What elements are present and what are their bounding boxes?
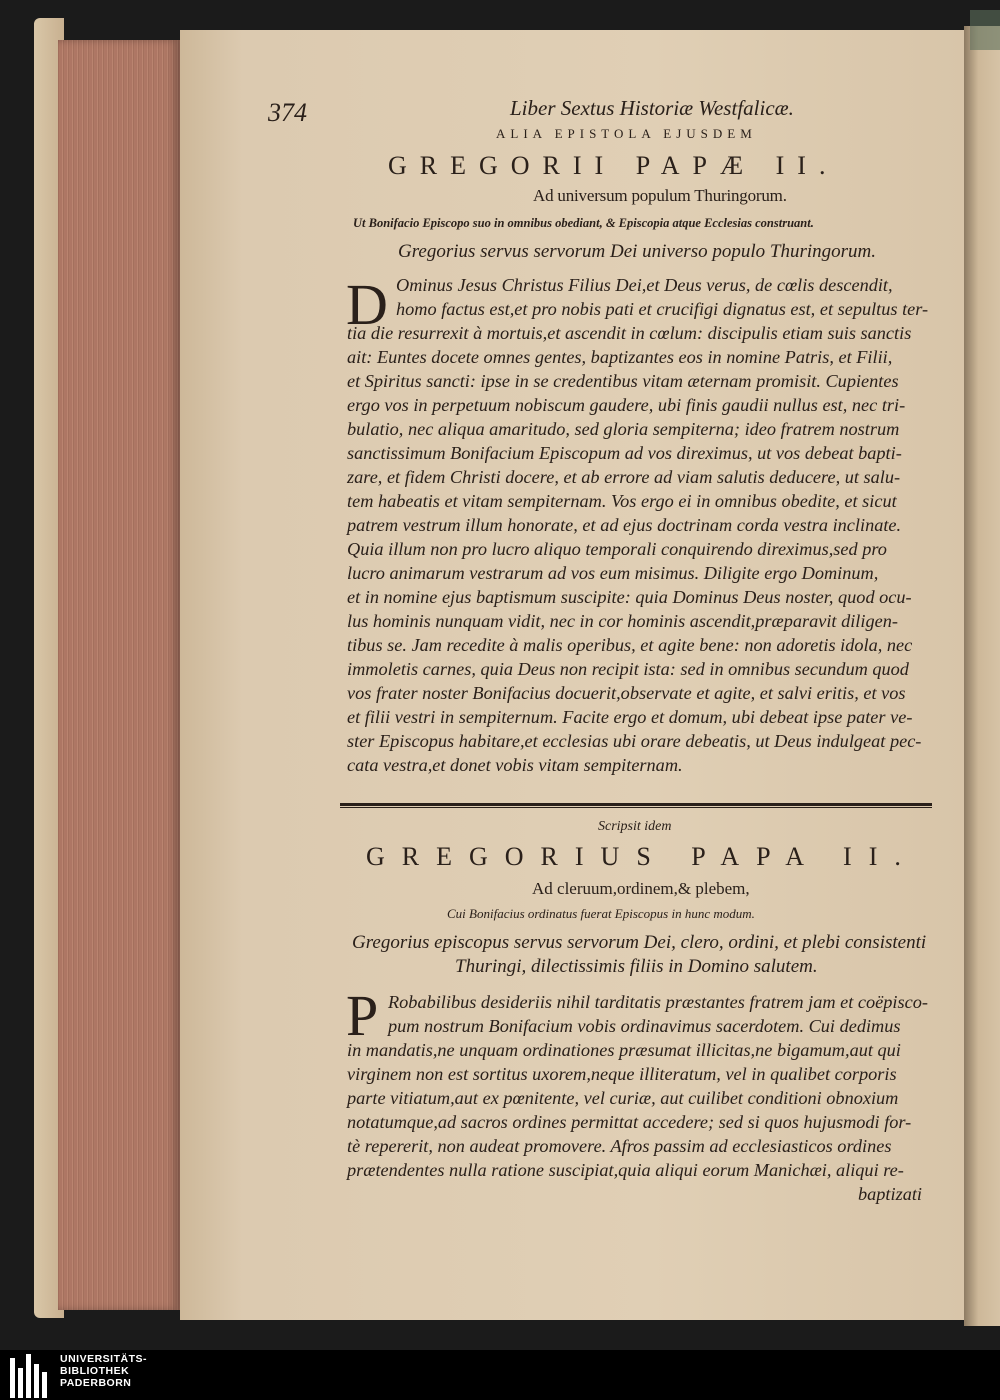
text-line: vos frater noster Bonifacius docuerit,observate et agite, et salvi eritis, et vos (347, 683, 906, 703)
text-line: lucro animarum vestrarum ad vos eum misimus. Diligite ergo Dominum, (347, 563, 879, 583)
letter-address: Ad universum populum Thuringorum. (533, 186, 787, 205)
facing-page-edge (964, 26, 1000, 1326)
section-divider (340, 803, 932, 806)
text-line: Quia illum non pro lucro aliquo temporali conquirendo direximus,sed pro (347, 539, 887, 559)
running-title: Liber Sextus Historiæ Westfalicæ. (510, 96, 794, 120)
text-line: virginem non est sortitus uxorem,neque illiteratum, vel in qualibet corporis (347, 1064, 897, 1084)
color-strip (970, 10, 1000, 50)
text-line: ait: Euntes docete omnes gentes, baptizantes eos in nomine Patris, et Filii, (347, 347, 893, 367)
subheading: ALIA EPISTOLA EJUSDEM (496, 126, 757, 141)
text-line: tem habeatis et vitam sempiternam. Vos ergo ei in omnibus obedite, et sicut (347, 491, 897, 511)
text-line: ster Episcopus habitare,et ecclesias ubi orare debeatis, ut Deus indulgeat pec- (347, 731, 922, 751)
text-line: zare, et fidem Christi docere, et ab errore ad viam salutis deducere, ut salu- (347, 467, 901, 487)
library-name (60, 1353, 147, 1389)
letter2-argument: Cui Bonifacius ordinatus fuerat Episcopus in hunc modum. (447, 906, 755, 921)
text-line: et filii vestri in sempiternum. Facite ergo et domum, ubi debeat ipse pater ve- (347, 707, 913, 727)
page-edges (58, 40, 180, 1310)
letter2-title: GREGORIUS PAPA II. (366, 842, 918, 871)
footer-bar (0, 1350, 1000, 1400)
letter-title: GREGORII PAPÆ II. (388, 151, 839, 180)
text-line: tia die resurrexit à mortuis,et ascendit in cœlum: discipulis etiam suis sanctis (347, 323, 912, 343)
scripsit-label: Scripsit idem (598, 819, 672, 834)
text-line: notatumque,ad sacros ordines permittat accedere; sed si quos hujusmodi for- (347, 1112, 912, 1132)
drop-cap: D (346, 272, 388, 337)
letter2-salutation-line: Gregorius episcopus servus servorum Dei, clero, ordini, et plebi consistenti (352, 932, 927, 953)
library-name-line: UNIVERSITÄTS- (60, 1353, 148, 1365)
text-line: et in nomine ejus baptismum suscipite: quia Dominus Deus noster, quod ocu- (347, 587, 912, 607)
library-name-line: PADERBORN (60, 1377, 132, 1389)
text-line: patrem vestrum illum honorate, et ad ejus doctrinam corda vestra inclinate. (347, 515, 902, 535)
section-divider-thin (340, 807, 932, 808)
page-number: 374 (268, 98, 307, 127)
library-name-line: BIBLIOTHEK (60, 1365, 130, 1377)
letter2-salutation-line: Thuringi, dilectissimis filiis in Domino salutem. (455, 956, 818, 977)
drop-cap-2: P (346, 983, 379, 1048)
catchword: baptizati (858, 1184, 922, 1204)
text-line: ergo vos in perpetuum nobiscum gaudere, ubi finis gaudii nullus est, nec tri- (347, 395, 906, 415)
text-line: in mandatis,ne unquam ordinationes præsumat illicitas,ne bigamum,aut qui (347, 1040, 901, 1060)
text-line: bulatio, nec aliqua amaritudo, sed gloria sempiterna; ideo fratrem nostrum (347, 419, 900, 439)
text-line: Robabilibus desideriis nihil tarditatis præstantes fratrem jam et coëpisco- (388, 992, 928, 1012)
text-line: tè repererit, non audeat promovere. Afros passim ad ecclesiasticos ordines (347, 1136, 892, 1156)
letter-salutation: Gregorius servus servorum Dei universo populo Thuringorum. (398, 241, 876, 262)
text-line: parte vitiatum,aut ex pœnitente, vel curiæ, aut cuilibet conditioni obnoxium (347, 1088, 899, 1108)
letter-argument: Ut Bonifacio Episcopo suo in omnibus obediant, & Episcopia atque Ecclesias construant. (353, 216, 814, 230)
text-line: pum nostrum Bonifacium vobis ordinavimus sacerdotem. Cui dedimus (388, 1016, 901, 1036)
text-line: cata vestra,et donet vobis vitam sempiternam. (347, 755, 683, 775)
text-line: et Spiritus sancti: ipse in se credentibus vitam æternam promisit. Cupientes (347, 371, 899, 391)
library-logo-icon (8, 1352, 52, 1398)
text-line: prætendentes nulla ratione suscipiat,quia aliqui eorum Manichæi, aliqui re- (347, 1160, 904, 1180)
text-line: homo factus est,et pro nobis pati et crucifigi dignatus est, et sepultus ter- (396, 299, 929, 319)
text-line: lus hominis nunquam vidit, nec in cor hominis ascendit,præparavit diligen- (347, 611, 898, 631)
text-line: immoletis carnes, quia Deus non recipit ista: sed in omnibus secundum quod (347, 659, 909, 679)
text-line: tibus se. Jam recedite à malis operibus, et agite bene: non adoretis idola, nec (347, 635, 913, 655)
letter2-address: Ad cleruum,ordinem,& plebem, (532, 879, 750, 898)
text-line: Ominus Jesus Christus Filius Dei,et Deus verus, de cœlis descendit, (396, 275, 893, 295)
text-line: sanctissimum Bonifacium Episcopum ad vos direximus, ut vos debeat bapti- (347, 443, 902, 463)
